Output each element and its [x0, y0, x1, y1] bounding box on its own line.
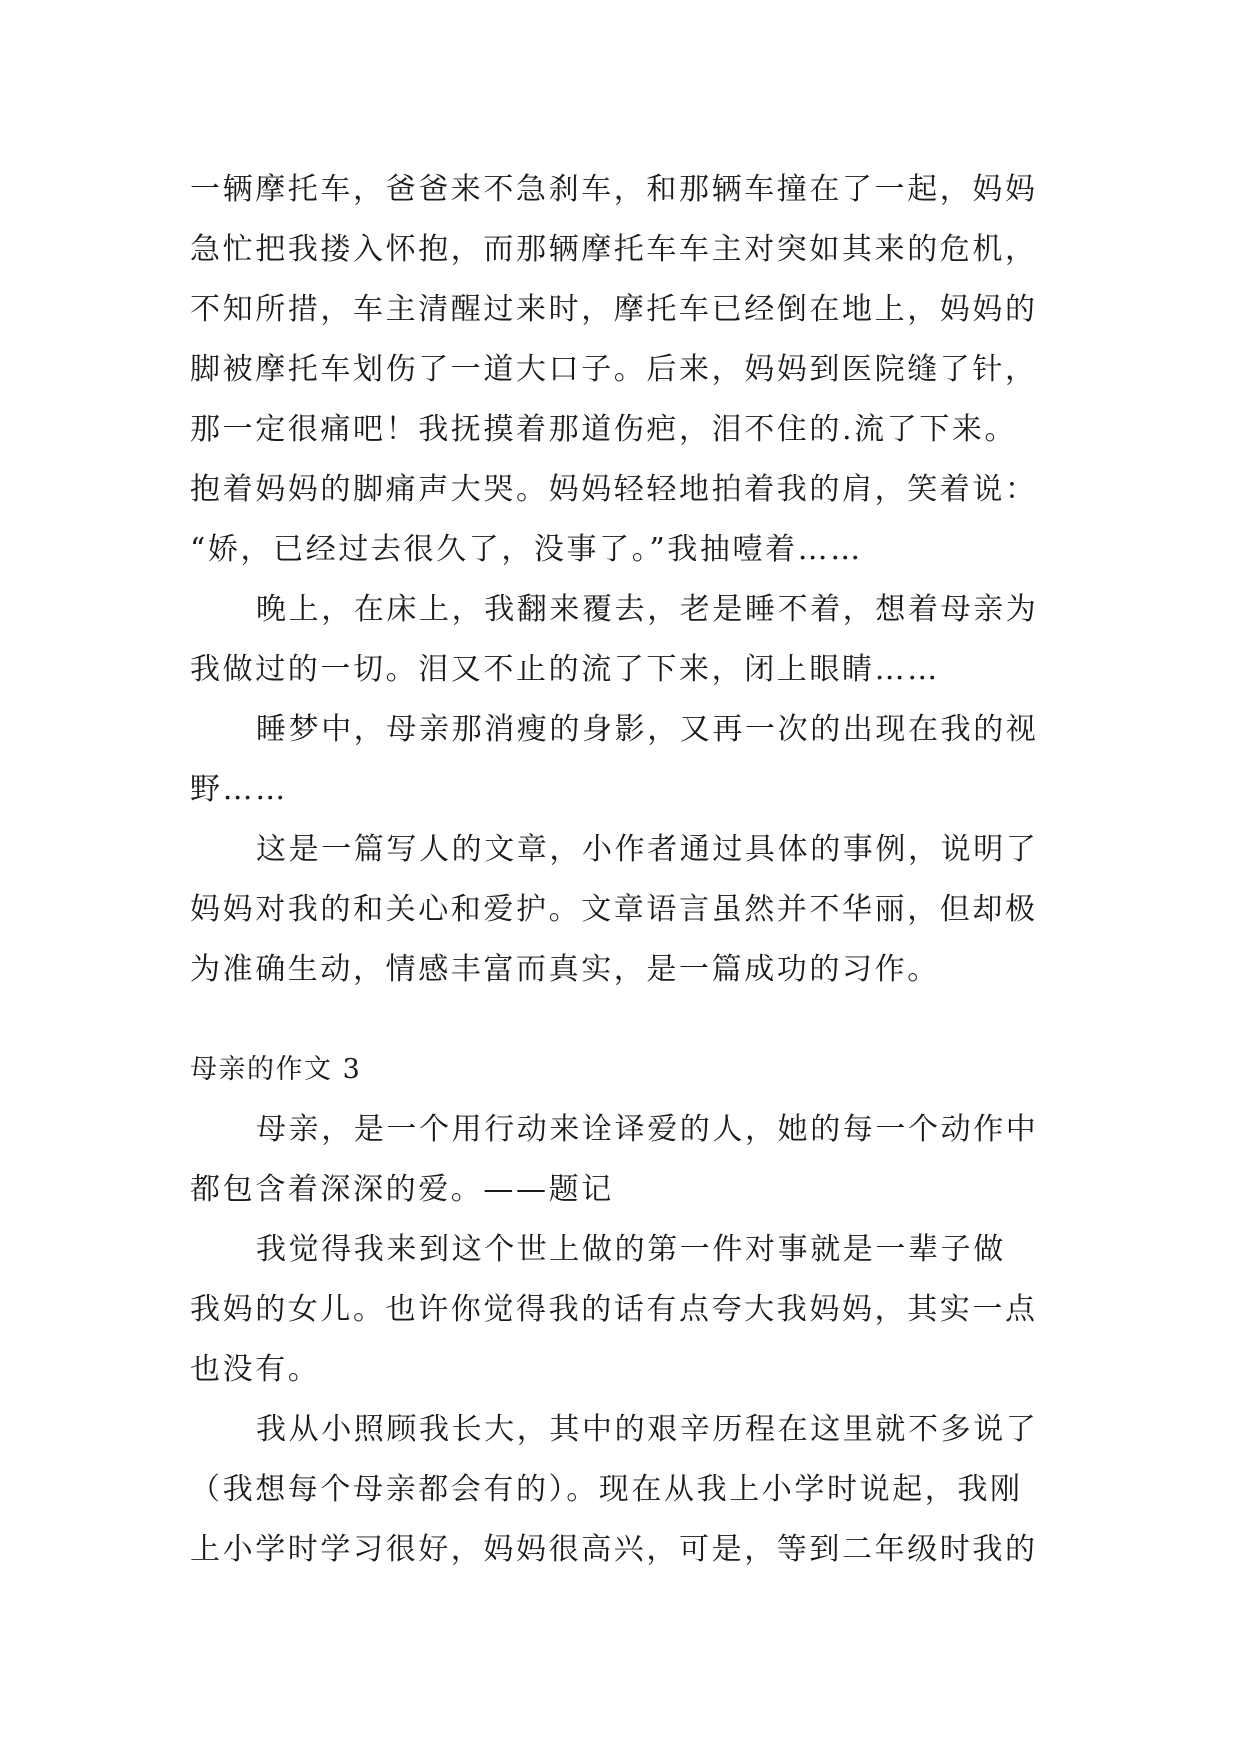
text-line: 抱着妈妈的脚痛声大哭。妈妈轻轻地拍着我的肩，笑着说： [190, 472, 1038, 507]
text-line: （我想每个母亲都会有的）。现在从我上小学时说起，我刚 [190, 1472, 1023, 1507]
text-line: 妈妈对我的和关心和爱护。文章语言虽然并不华丽，但却极 [190, 892, 1038, 927]
section-heading: 母亲的作文 3 [190, 1054, 362, 1085]
text-line: 野…… [190, 772, 288, 807]
paragraph-first-line: 这是一篇写人的文章，小作者通过具体的事例，说明了 [256, 832, 1039, 867]
text-line: 都包含着深深的爱。——题记 [190, 1172, 614, 1207]
text-line: 为准确生动，情感丰富而真实，是一篇成功的习作。 [190, 952, 940, 987]
text-line: 那一定很痛吧！我抚摸着那道伤疤，泪不住的.流了下来。 [190, 412, 1018, 447]
text-line: 急忙把我搂入怀抱，而那辆摩托车车主对突如其来的危机， [190, 232, 1038, 267]
text-line: 上小学时学习很好，妈妈很高兴，可是，等到二年级时我的 [190, 1532, 1038, 1567]
text-line: “娇，已经过去很久了，没事了。”我抽噎着…… [190, 532, 863, 567]
text-line: 也没有。 [190, 1352, 321, 1387]
text-line: 脚被摩托车划伤了一道大口子。后来，妈妈到医院缝了针， [190, 352, 1038, 387]
paragraph-first-line: 晚上，在床上，我翻来覆去，老是睡不着，想着母亲为 [256, 592, 1039, 627]
text-line: 我做过的一切。泪又不止的流了下来，闭上眼睛…… [190, 652, 940, 687]
text-line: 不知所措，车主清醒过来时，摩托车已经倒在地上，妈妈的 [190, 292, 1038, 327]
paragraph-first-line: 母亲，是一个用行动来诠译爱的人，她的每一个动作中 [256, 1112, 1039, 1147]
paragraph-first-line: 我觉得我来到这个世上做的第一件对事就是一辈子做 [256, 1232, 1006, 1267]
text-line: 一辆摩托车，爸爸来不急刹车，和那辆车撞在了一起，妈妈 [190, 172, 1038, 207]
paragraph-first-line: 睡梦中，母亲那消瘦的身影，又再一次的出现在我的视 [256, 712, 1039, 747]
text-line: 我妈的女儿。也许你觉得我的话有点夸大我妈妈，其实一点 [190, 1292, 1038, 1327]
paragraph-first-line: 我从小照顾我长大，其中的艰辛历程在这里就不多说了 [256, 1412, 1039, 1447]
